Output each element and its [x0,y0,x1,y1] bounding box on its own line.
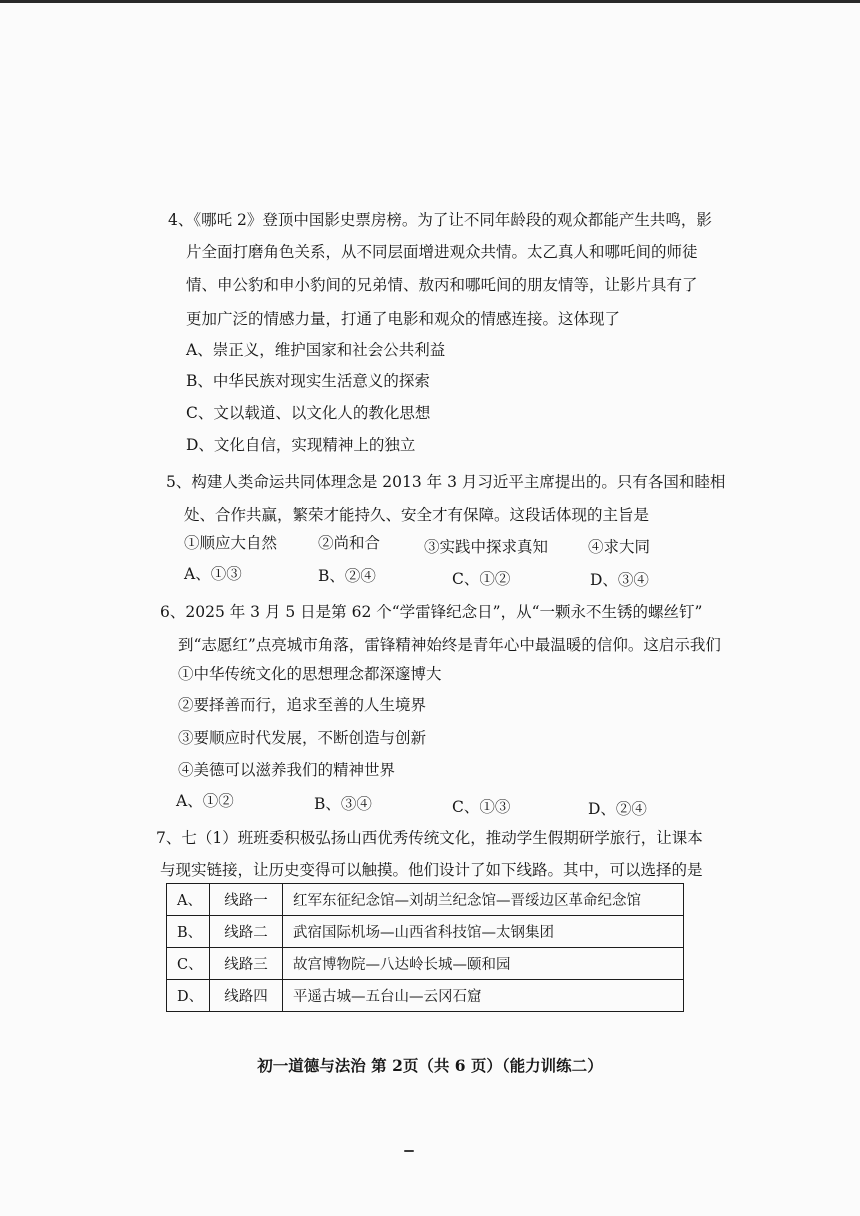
q6-item-3: ③要顺应时代发展，不断创造与创新 [178,729,427,747]
q5-item-3: ③实践中探求真知 [424,538,549,556]
table-row [167,916,684,948]
table-row [167,884,684,916]
q4-option-c: C、文以载道、以文化人的教化思想 [186,404,431,422]
q4-stem-line: 更加广泛的情感力量，打通了电影和观众的情感连接。这体现了 [186,310,621,328]
scan-speck [404,1150,414,1152]
q5-option-a: A、①③ [184,565,242,583]
route-name-cell: 线路四 [210,980,283,1012]
q4-option-a: A、崇正义，维护国家和社会公共利益 [186,341,446,359]
page-footer: 初一道德与法治 第 2页（共 6 页）（能力训练二） [257,1056,603,1075]
q6-item-1: ①中华传统文化的思想理念都深邃博大 [178,665,442,683]
q7-stem-line: 7、七（1）班班委积极弘扬山西优秀传统文化，推动学生假期研学旅行，让课本 [156,829,703,847]
q6-stem-line: 到“志愿红”点亮城市角落，雷锋精神始终是青年心中最温暖的信仰。这启示我们 [178,636,721,654]
scan-edge [0,0,860,3]
route-desc-cell: 故宫博物院—八达岭长城—颐和园 [283,948,684,980]
route-desc-cell: 武宿国际机场—山西省科技馆—太钢集团 [283,916,684,948]
q4-stem-line: 4、《哪吒 2》登顶中国影史票房榜。为了让不同年龄段的观众都能产生共鸣，影 [168,211,712,229]
route-option-cell: A、 [167,884,210,916]
q6-option-d: D、②④ [588,800,647,818]
q4-stem-line: 片全面打磨角色关系，从不同层面增进观众共情。太乙真人和哪吒间的师徒 [186,243,698,261]
q4-option-b: B、中华民族对现实生活意义的探索 [186,372,430,390]
route-name-cell: 线路二 [210,916,283,948]
q4-stem-line: 情、申公豹和申小豹间的兄弟情、敖丙和哪吒间的朋友情等，让影片具有了 [186,276,698,294]
q6-option-a: A、①② [176,792,234,810]
q4-option-d: D、文化自信，实现精神上的独立 [186,436,416,454]
route-desc-cell: 红军东征纪念馆—刘胡兰纪念馆—晋绥边区革命纪念馆 [283,884,684,916]
q6-item-2: ②要择善而行，追求至善的人生境界 [178,696,427,714]
route-name-cell: 线路一 [210,884,283,916]
q5-item-2: ②尚和合 [318,534,381,552]
q5-option-c: C、①② [452,570,511,588]
route-option-cell: C、 [167,948,210,980]
table-row [167,980,684,1012]
q6-option-b: B、③④ [314,795,372,813]
q7-stem-line: 与现实链接，让历史变得可以触摸。他们设计了如下线路。其中，可以选择的是 [160,861,703,879]
q5-stem-line: 处、合作共赢，繁荣才能持久、安全才有保障。这段话体现的主旨是 [184,506,650,524]
q5-option-b: B、②④ [318,567,376,585]
route-option-cell: B、 [167,916,210,948]
q5-item-1: ①顺应大自然 [184,534,278,552]
q5-stem-line: 5、构建人类命运共同体理念是 2013 年 3 月习近平主席提出的。只有各国和睦相 [166,473,726,491]
route-option-cell: D、 [167,980,210,1012]
table-row [167,948,684,980]
q6-item-4: ④美德可以滋养我们的精神世界 [178,761,396,779]
q5-option-d: D、③④ [590,571,649,589]
q6-option-c: C、①③ [452,798,511,816]
route-desc-cell: 平遥古城—五台山—云冈石窟 [283,980,684,1012]
q6-stem-line: 6、2025 年 3 月 5 日是第 62 个“学雷锋纪念日”，从“一颗永不生锈的螺丝钉” [160,603,703,621]
route-table [166,883,684,1012]
q5-item-4: ④求大同 [588,538,651,556]
route-name-cell: 线路三 [210,948,283,980]
